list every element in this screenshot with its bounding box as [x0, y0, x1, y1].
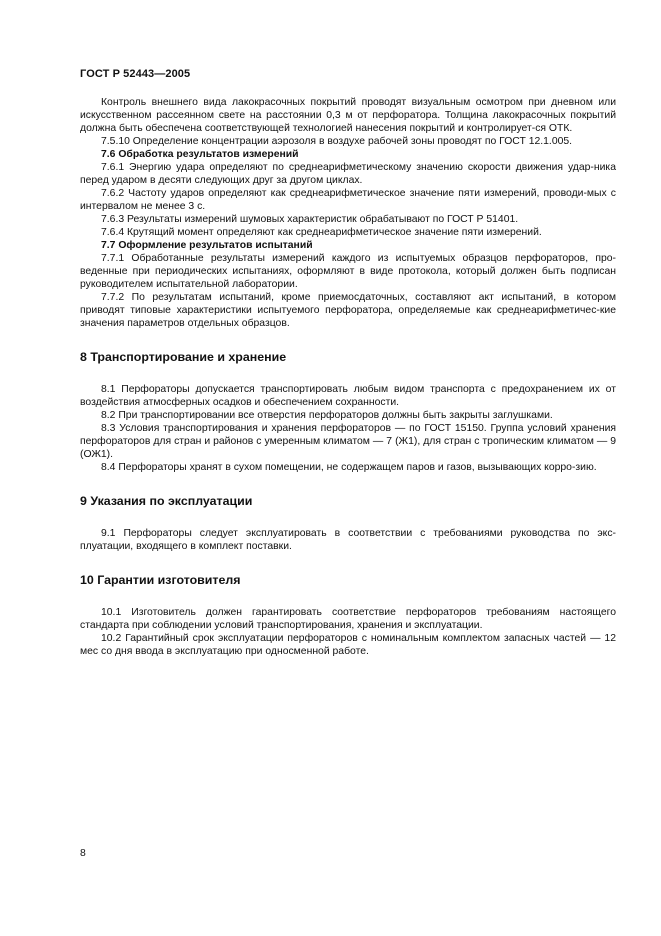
- paragraph-7-5-10: 7.5.10 Определение концентрации аэрозоля в воздухе рабочей зоны проводят по ГОСТ 12.1.005.: [101, 136, 573, 147]
- paragraph-10-1: 10.1 Изготовитель должен гарантировать соответствие перфораторов требованиям настоящего стандарта при соблюдении условий транспортирования, хранения и эксплуатации.: [80, 607, 616, 631]
- section-heading-9: 9 Указания по эксплуатации: [80, 494, 253, 508]
- paragraph-7-7-2: 7.7.2 По результатам испытаний, кроме приемосдаточных, составляют акт испытаний, в котором приводят типовые характеристики испытуемого перфоратора, определяемые как среднеарифметичес-кие значения параметров отдельных образцов.: [80, 292, 616, 329]
- page-number: 8: [80, 848, 86, 859]
- section-heading-8: 8 Транспортирование и хранение: [80, 350, 287, 364]
- paragraph-visual-inspection: Контроль внешнего вида лакокрасочных покрытий проводят визуальным осмотром при дневном или искусственном рассеянном свете на расстоянии 0,3 м от перфоратора. Толщина лакокрасочных покрытий должна быть обеспечена соответствующей технологией нанесения покрытий и контролирует-ся ОТК.: [80, 97, 616, 134]
- paragraph-8-4: 8.4 Перфораторы хранят в сухом помещении, не содержащем паров и газов, вызывающих корро-зию.: [101, 462, 597, 473]
- paragraph-9-1: 9.1 Перфораторы следует эксплуатировать в соответствии с требованиями руководства по экс-плуатации, входящего в комплект поставки.: [80, 528, 616, 552]
- subheading-7-7: 7.7 Оформление результатов испытаний: [101, 240, 313, 251]
- subheading-7-6: 7.6 Обработка результатов измерений: [101, 149, 299, 160]
- paragraph-8-3: 8.3 Условия транспортирования и хранения перфораторов — по ГОСТ 15150. Группа условий хранения перфораторов для стран и районов с умеренным климатом — 7 (Ж1), для стран с тропическим климатом — 9 (ОЖ1).: [80, 423, 616, 460]
- paragraph-10-2: 10.2 Гарантийный срок эксплуатации перфораторов с номинальным комплектом запасных частей — 12 мес со дня ввода в эксплуатацию при односменной работе.: [80, 633, 616, 657]
- paragraph-7-6-2: 7.6.2 Частоту ударов определяют как среднеарифметическое значение пяти измерений, проводи-мых с интервалом не менее 3 с.: [80, 188, 616, 212]
- document-header: ГОСТ Р 52443—2005: [80, 68, 191, 80]
- paragraph-7-6-1: 7.6.1 Энергию удара определяют по среднеарифметическому значению скорости движения удар-ника перед ударом в десяти следующих друг за другом циклах.: [80, 162, 616, 186]
- paragraph-7-6-4: 7.6.4 Крутящий момент определяют как среднеарифметическое значение пяти измерений.: [101, 227, 542, 238]
- paragraph-8-2: 8.2 При транспортировании все отверстия перфораторов должны быть закрыты заглушками.: [101, 410, 553, 421]
- section-heading-10: 10 Гарантии изготовителя: [80, 573, 241, 587]
- paragraph-8-1: 8.1 Перфораторы допускается транспортировать любым видом транспорта с предохранением их от воздействия атмосферных осадков и обеспечением сохранности.: [80, 384, 616, 408]
- paragraph-7-7-1: 7.7.1 Обработанные результаты измерений каждого из испытуемых образцов перфораторов, про-веденные при периодических испытаниях, оформляют в виде протокола, который должен быть подписан руководителем испытательной лаборатории.: [80, 253, 616, 290]
- document-body: [80, 96, 616, 658]
- paragraph-7-6-3: 7.6.3 Результаты измерений шумовых характеристик обрабатывают по ГОСТ Р 51401.: [101, 214, 519, 225]
